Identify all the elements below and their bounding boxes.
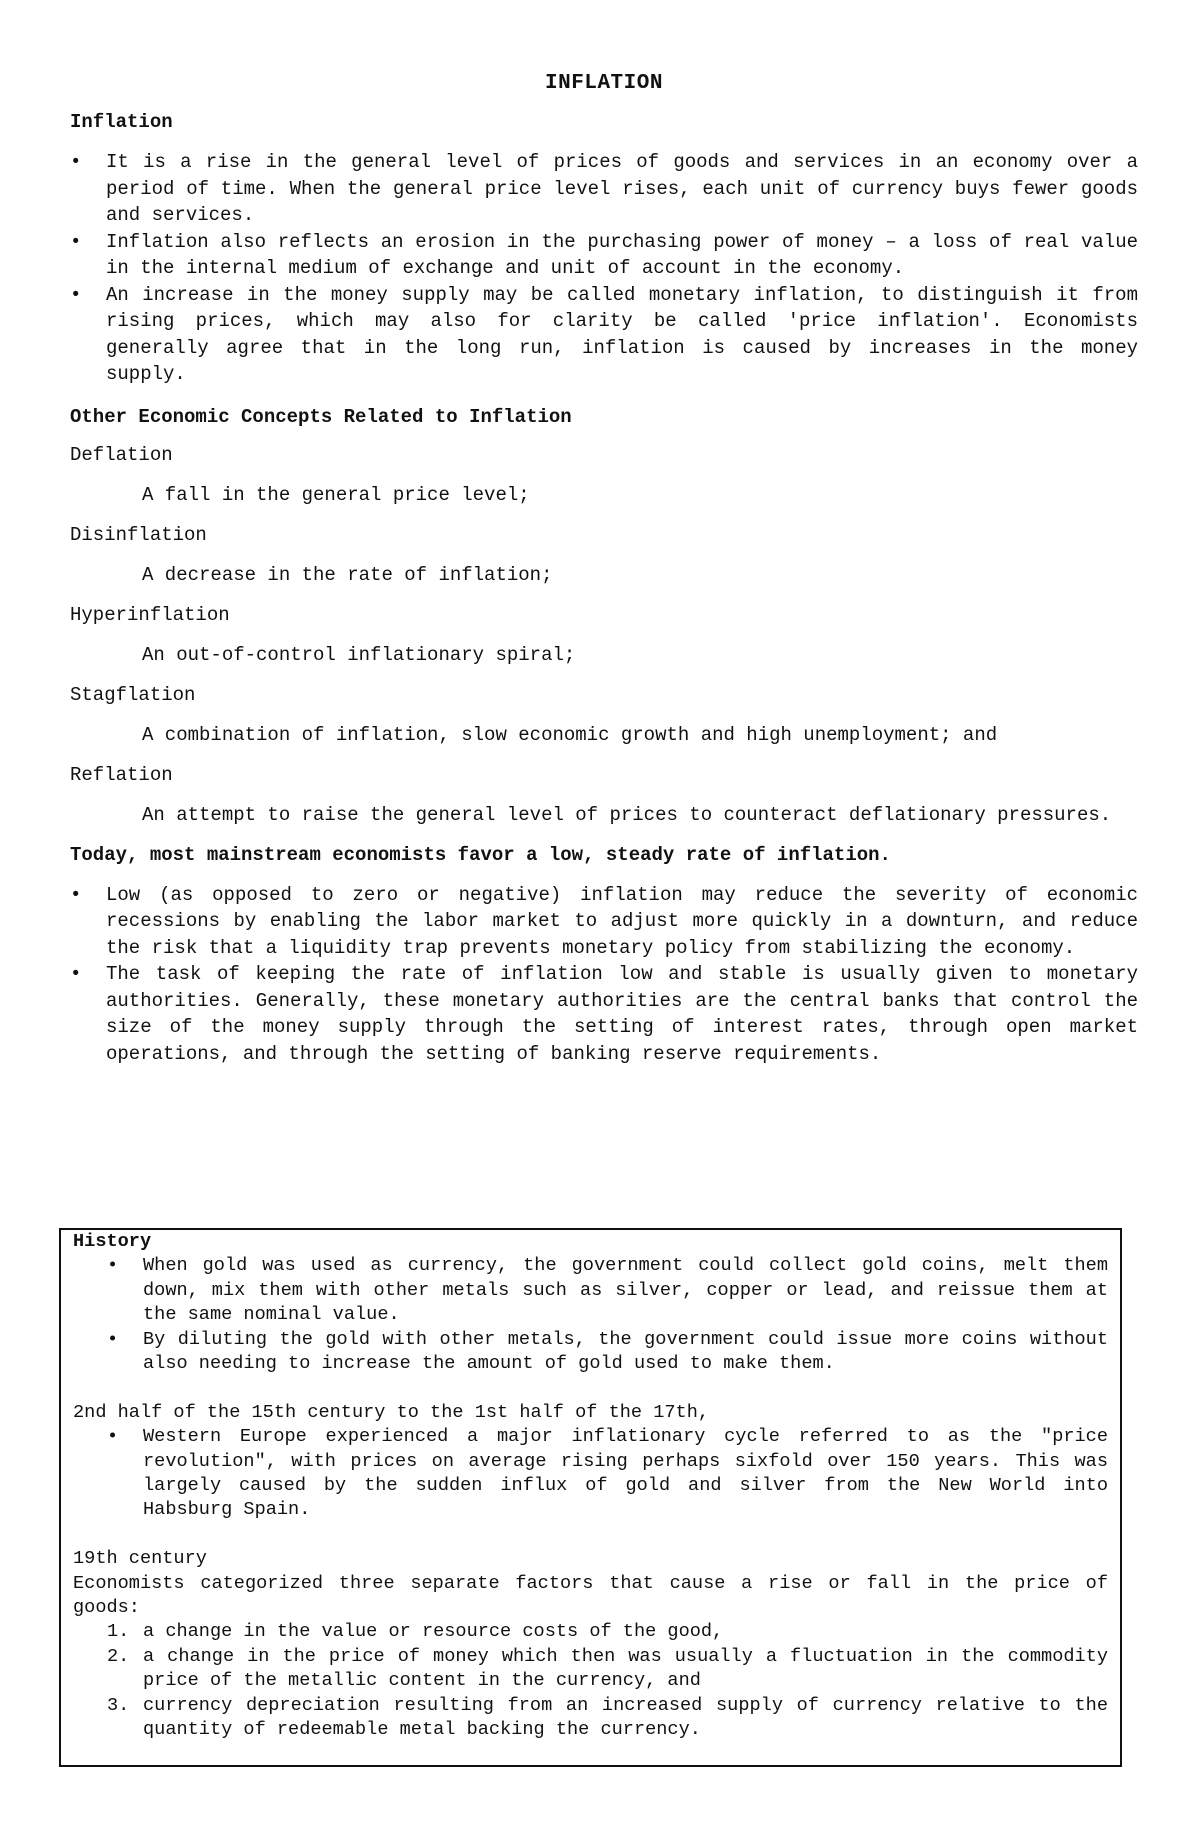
period-heading: 19th century (73, 1548, 207, 1570)
today-bullet: • Low (as opposed to zero or negative) inflation may reduce the severity of economic recessions by enabling the labor market to adjust more quickly in a downturn, and reduce the risk that a liquidity trap prevents monetary policy from stabilizing the economy. (70, 882, 1138, 962)
inflation-bullet-list (70, 149, 1138, 388)
today-bullet: • The task of keeping the rate of inflation low and stable is usually given to monetary authorities. Generally, these monetary authorities are the central banks that control the size of the money supply through the setting of interest rates, through open market operations, and through the setting of banking reserve requirements. (70, 961, 1138, 1067)
period-bullet-list (73, 1425, 1108, 1523)
history-box (59, 1228, 1122, 1767)
factor-item (107, 1694, 1108, 1743)
factor-number: 2. (107, 1645, 130, 1667)
concepts-heading: Other Economic Concepts Related to Inflation (70, 405, 572, 428)
concept-term: Deflation (70, 443, 173, 466)
today-heading: Today, most mainstream economists favor a low, steady rate of inflation. (70, 843, 891, 866)
inflation-bullet: • An increase in the money supply may be called monetary inflation, to distinguish it from rising prices, which may also for clarity be called 'price inflation'. Economists generally agree that in the long run, inflation is caused by increases in the money supply. (70, 282, 1138, 388)
document-page (70, 72, 1138, 1085)
document-title: INFLATION (545, 72, 663, 95)
factor-item (107, 1620, 1108, 1644)
concept-term: Reflation (70, 763, 173, 786)
factor-text: currency depreciation resulting from an increased supply of currency relative to the quantity of redeemable metal backing the currency. (143, 1694, 1108, 1741)
period-heading: 2nd half of the 15th century to the 1st half of the 17th, (73, 1401, 710, 1423)
factor-text: a change in the price of money which then was usually a fluctuation in the commodity price of the metallic content in the currency, and (143, 1645, 1108, 1692)
concept-term: Stagflation (70, 683, 196, 706)
period-text: Economists categorized three separate factors that cause a rise or fall in the price of goods: (73, 1572, 1108, 1619)
concepts-list (70, 444, 1138, 828)
inflation-bullet: • Inflation also reflects an erosion in the purchasing power of money – a loss of real value in the internal medium of exchange and unit of account in the economy. (70, 229, 1138, 282)
concept-definition: An attempt to raise the general level of prices to counteract deflationary pressures. (142, 803, 1112, 826)
history-bullet: • By diluting the gold with other metals, the government could issue more coins without also needing to increase the amount of gold used to make them. (143, 1328, 1108, 1377)
history-heading: History (73, 1231, 152, 1252)
history-bullet: • When gold was used as currency, the government could collect gold coins, melt them down, mix them with other metals such as silver, copper or lead, and reissue them at the same nominal value. (143, 1254, 1108, 1327)
factor-text: a change in the value or resource costs of the good, (143, 1621, 724, 1643)
concept-definition: A fall in the general price level; (142, 483, 530, 506)
history-bullet-list (73, 1254, 1108, 1376)
inflation-bullet: • It is a rise in the general level of prices of goods and services in an economy over a period of time. When the general price level rises, each unit of currency buys fewer goods and services. (70, 149, 1138, 229)
concept-definition: An out-of-control inflationary spiral; (142, 643, 576, 666)
concept-term: Hyperinflation (70, 603, 230, 626)
factor-number: 1. (107, 1621, 130, 1643)
factors-list (73, 1620, 1108, 1742)
concept-definition: A combination of inflation, slow economic growth and high unemployment; and (142, 723, 998, 746)
today-bullet-list (70, 882, 1138, 1068)
inflation-heading: Inflation (70, 111, 173, 133)
concept-definition: A decrease in the rate of inflation; (142, 563, 553, 586)
factor-number: 3. (107, 1694, 130, 1716)
period-bullet: • Western Europe experienced a major inflationary cycle referred to as the "price revolution", with prices on average rising perhaps sixfold over 150 years. This was largely caused by the sudden influx of gold and silver from the New World into Habsburg Spain. (143, 1425, 1108, 1523)
concept-term: Disinflation (70, 523, 207, 546)
factor-item (107, 1645, 1108, 1694)
